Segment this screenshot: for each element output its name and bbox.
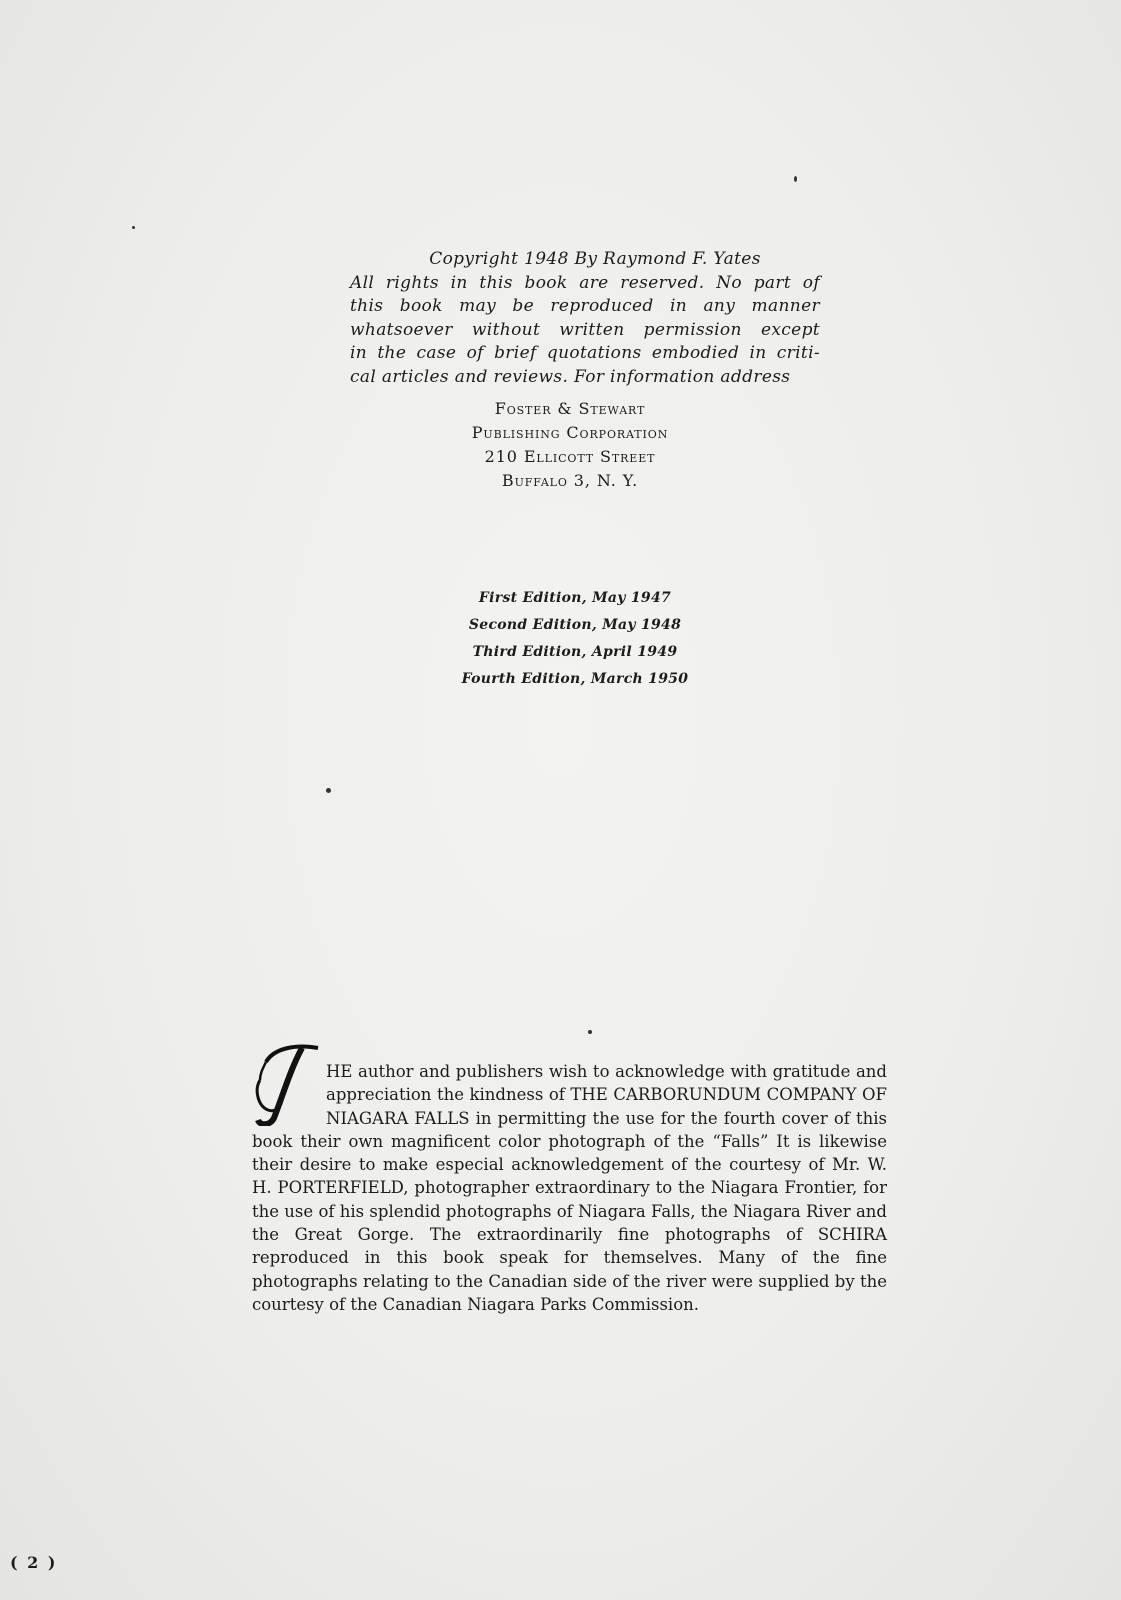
acknowledgement	[252, 1060, 887, 1316]
dust-speck	[794, 176, 797, 182]
dust-speck	[588, 1030, 592, 1034]
rights-line-4: in the case of brief quotations embodied in criti-	[350, 343, 820, 363]
edition-line: First Edition, May 1947	[478, 590, 672, 606]
rights-line-3: whatsoever without written permission except	[350, 319, 820, 340]
page-number: ( 2 )	[10, 1553, 58, 1572]
publisher-address	[400, 397, 740, 493]
publisher-corporation: Publishing Corporation	[471, 423, 669, 442]
edition-line: Second Edition, May 1948	[468, 617, 682, 633]
edition-history	[420, 585, 730, 693]
edition-line: Third Edition, April 1949	[472, 644, 678, 660]
copyright-line: Copyright 1948 By Raymond F. Yates	[429, 249, 761, 269]
dust-speck	[326, 788, 331, 793]
rights-line-5: cal articles and reviews. For information address	[350, 366, 791, 387]
rights-line-2: this book may be reproduced in any manner	[350, 296, 820, 316]
publisher-street: 210 Ellicott Street	[484, 447, 656, 466]
dropcap-t-ornament	[252, 1040, 320, 1126]
dust-speck	[132, 226, 135, 229]
rights-line-1: All rights in this book are reserved. No part of	[350, 272, 820, 293]
publisher-name: Foster & Stewart	[494, 399, 646, 418]
copyright-notice	[350, 248, 820, 389]
edition-line: Fourth Edition, March 1950	[461, 671, 689, 687]
publisher-city: Buffalo 3, N. Y.	[501, 471, 639, 490]
acknowledgement-text: HE author and publishers wish to acknowledge with gratitude and appreciation the kindness of THE CARBORUNDUM COMPANY OF NIAGARA FALLS in permitting the use for the fourth cover of this book their own magnificent color photograph of the “Falls” It is likewise their desire to make especial acknowledgement of the courtesy of Mr. W. H. PORTERFIELD, photographer extraordinary to the Niagara Frontier, for the use of his splendid photographs of Niagara Falls, the Niagara River and the Great Gorge. The extraordinarily fine photographs of SCHIRA reproduced in this book speak for themselves. Many of the fine photographs relating to the Canadian side of the river were supplied by the courtesy of the Canadian Niagara Parks Commission.	[252, 1062, 887, 1314]
